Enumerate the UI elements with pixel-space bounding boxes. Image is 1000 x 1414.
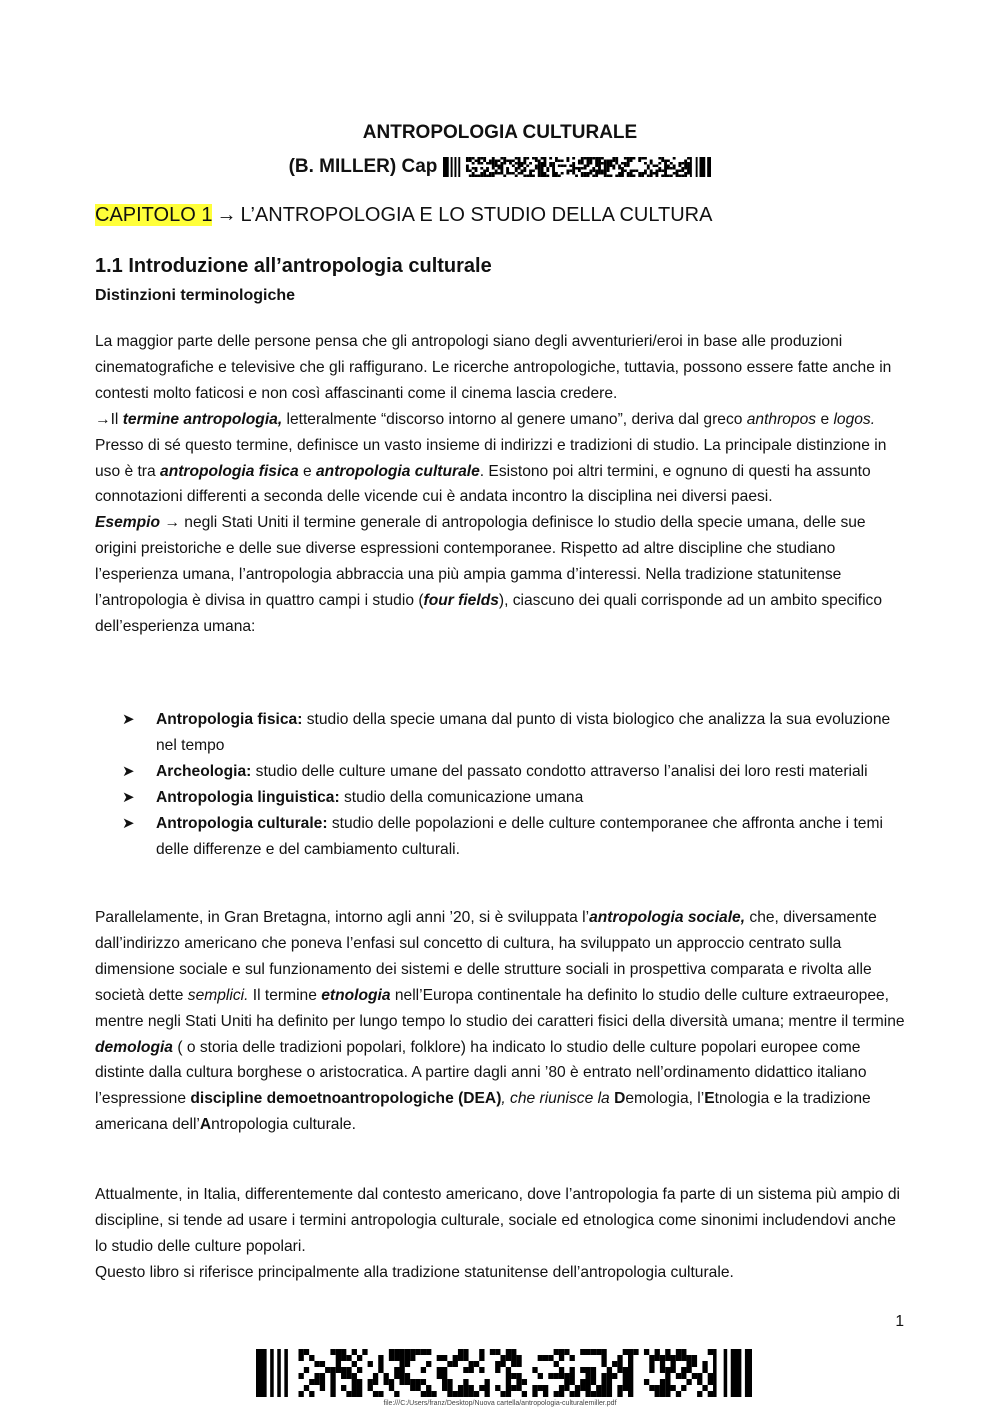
right-arrow-icon: →	[216, 204, 237, 226]
text-span: che, diversamente dall’indirizzo americano che poneva l’enfasi sul concetto di cultura, ha sviluppato un approccio centrato sulla dimensione sociale e sul funzionamento dei sistemi e delle strutture sociali in prospettiva comparata e rivolta alle società dette	[95, 909, 877, 1004]
right-arrow-icon: →	[95, 410, 111, 428]
emphasis-term: antropologia sociale,	[589, 909, 746, 926]
list-item	[122, 811, 912, 863]
emphasis-term: four fields	[423, 592, 499, 610]
text-span: ), ciascuno dei quali corrisponde ad un ambito specifico dell’esperienza umana:	[95, 592, 883, 635]
list-item	[122, 785, 912, 811]
emphasis-word: semplici.	[187, 986, 249, 1004]
list-item-term: Archeologia:	[156, 762, 252, 780]
list-item-text: studio delle popolazioni e delle culture contemporanee che affronta anche i temi delle differenze e del cambiamento culturali.	[156, 814, 883, 858]
list-item-term: Antropologia culturale:	[156, 814, 328, 832]
arrow-bullet-icon: ➤	[122, 711, 135, 728]
section-heading: 1.1 Introduzione all’antropologia culturale	[95, 255, 492, 277]
text-span: . Esistono poi altri termini, e ognuno di questi ha assunto connotazioni differenti a seconda delle vicende cui è andata incontro la disciplina nei diversi paesi.	[95, 462, 871, 506]
text-span: Parallelamente, in Gran Bretagna, intorno agli anni ’20, si è sviluppata l’	[95, 909, 590, 926]
text-span: ntropologia culturale.	[211, 1116, 356, 1134]
four-fields-list	[122, 707, 912, 862]
paragraph-example	[95, 510, 905, 640]
text-span: Presso di sé questo termine, definisce un vasto insieme di indirizzi e tradizioni di studio. La principale distinzione in uso è tra	[95, 436, 887, 480]
text-span: e	[298, 462, 316, 480]
right-arrow-icon: →	[164, 514, 180, 532]
arrow-bullet-icon: ➤	[122, 788, 135, 806]
subsection-heading: Distinzioni terminologiche	[95, 287, 296, 304]
list-item-text: studio della comunicazione umana	[339, 788, 584, 806]
list-item-term: Antropologia linguistica:	[156, 788, 340, 806]
intro-text-block	[95, 329, 905, 640]
text-span: e	[816, 410, 834, 428]
emphasis-term: termine antropologia,	[122, 410, 283, 428]
text-span: Il termine	[248, 986, 322, 1004]
list-item	[122, 759, 912, 785]
example-label: Esempio	[95, 514, 160, 532]
page-number: 1	[895, 1313, 904, 1330]
document-title: ANTROPOLOGIA CULTURALE	[362, 122, 638, 143]
text-span: nell’Europa continentale ha definito lo studio delle culture extraeuropee, mentre negli Stati Uniti ha definito per lungo tempo lo studio dei caratteri fisici della diversità umana; mentre il termine	[95, 986, 905, 1030]
paragraph-italy: Attualmente, in Italia, differentemente dal contesto americano, dove l’antropologia fa parte di un sistema più ampio di discipline, si tende ad usare i termini antropologia culturale, sociale ed etnologica come sinonimi includendovi anche lo studio delle culture popolari.	[95, 1186, 900, 1255]
text-span: Il	[110, 410, 123, 428]
chapter-title: L’ANTROPOLOGIA E LO STUDIO DELLA CULTURA	[240, 204, 713, 226]
text-span: negli Stati Uniti il termine generale di antropologia definisce lo studio della specie umana, delle sue origini preistoriche e delle sue diverse espressioni contemporanee. Rispetto ad altre discipline che studiano l’esperienza umana, l’antropologia abbraccia una più ampia gamma d’interessi. Nella tradizione statunitense l’antropologia è divisa in quattro campi i studio (	[95, 514, 866, 610]
emphasis-word: logos.	[833, 410, 876, 428]
paragraph-social-anthropology	[95, 905, 905, 1138]
paragraph-book-scope: Questo libro si riferisce principalmente alla tradizione statunitense dell’antropologia culturale.	[95, 1263, 734, 1281]
list-item	[122, 707, 912, 759]
social-anthropology-text-block	[95, 905, 905, 1138]
text-span: ( o storia delle tradizioni popolari, folklore) ha indicato lo studio delle culture popolari europee come distinte dalla cultura borghese o aristocratica. A partire dagli anni ’80 è entrato nell’ordinamento didattico italiano l’espressione	[95, 1038, 867, 1108]
acronym-letter: D	[614, 1090, 626, 1108]
emphasis-term: discipline demoetnoantropologiche (DEA)	[190, 1090, 502, 1108]
pdf-barcode	[256, 1349, 752, 1397]
emphasis-term: antropologia fisica	[160, 462, 299, 480]
paragraph-distinction	[95, 433, 905, 511]
closing-text-block	[95, 1182, 905, 1286]
pdf-barcode-small	[443, 157, 711, 177]
emphasis-term: antropologia culturale	[316, 462, 480, 480]
acronym-letter: E	[704, 1090, 715, 1108]
subtitle-text: (B. MILLER) Cap	[288, 156, 438, 177]
emphasis-term: etnologia	[321, 986, 391, 1004]
arrow-bullet-icon: ➤	[122, 814, 135, 832]
paragraph-term-definition	[95, 407, 905, 433]
text-span: , che riunisce la	[501, 1090, 615, 1108]
emphasis-word: anthropos	[746, 410, 817, 428]
chapter-heading	[95, 204, 712, 227]
list-item-text: studio delle culture umane del passato condotto attraverso l’analisi dei loro resti materiali	[251, 762, 868, 780]
paragraph-intro: La maggior parte delle persone pensa che gli antropologi siano degli avventurieri/eroi in base alle produzioni cinematografiche e televisive che gli raffigurano. Le ricerche antropologiche, tuttavia, possono essere fatte anche in contesti molto faticosi e non così affascinanti come il cinema lascia credere.	[95, 333, 892, 402]
text-span: letteralmente “discorso intorno al genere umano”, deriva dal greco	[282, 410, 747, 428]
text-span: emologia, l’	[625, 1090, 705, 1108]
chapter-number-highlight: CAPITOLO 1	[95, 204, 213, 226]
acronym-letter: A	[199, 1116, 212, 1134]
arrow-bullet-icon: ➤	[122, 762, 135, 780]
emphasis-term: demologia	[95, 1038, 173, 1056]
document-subtitle	[0, 156, 1000, 178]
list-item-text: studio della specie umana dal punto di vista biologico che analizza la sua evoluzione nel tempo	[156, 711, 891, 754]
list-item-term: Antropologia fisica:	[156, 711, 303, 728]
text-span: tnologia e la tradizione americana dell’	[95, 1090, 871, 1134]
file-path-footer: file:///C:/Users/franz/Desktop/Nuova cartella/antropologia-culturalemiller.pdf	[383, 1400, 617, 1407]
